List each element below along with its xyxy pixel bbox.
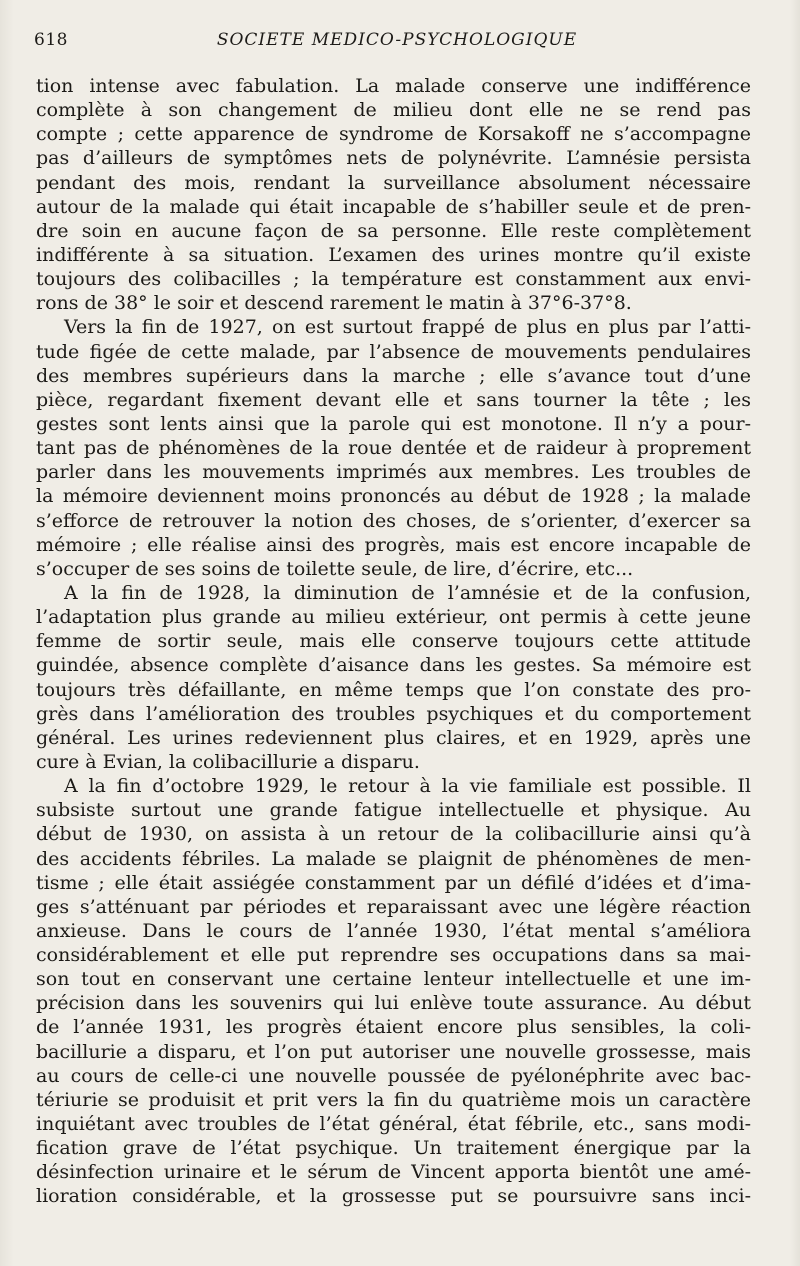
text-line: anxieuse. Dans le cours de l’année 1930, l’état mental s’améliora — [36, 919, 751, 942]
text-line: indifférente à sa situation. L’examen des urines montre qu’il existe — [36, 243, 751, 266]
text-line: toujours des colibacilles ; la température est constamment aux envi- — [36, 268, 751, 291]
text-line: parler dans les mouvements imprimés aux membres. Les troubles de — [36, 461, 751, 484]
text-line: tant pas de phénomènes de la roue dentée et de raideur à proprement — [36, 437, 751, 460]
text-line: inquiétant avec troubles de l’état général, état fébrile, etc., sans modi- — [36, 1113, 751, 1136]
paragraph-start-line: A la fin de 1928, la diminution de l’amnésie et de la confusion, — [64, 581, 751, 604]
running-title: SOCIETE MEDICO-PSYCHOLOGIQUE — [216, 30, 578, 50]
text-line: femme de sortir seule, mais elle conserve toujours cette attitude — [36, 630, 751, 653]
text-line: l’adaptation plus grande au milieu extérieur, ont permis à cette jeune — [36, 606, 751, 629]
text-line: dre soin en aucune façon de sa personne. Elle reste complètement — [36, 219, 751, 242]
text-line: son tout en conservant une certaine lenteur intellectuelle et une im- — [36, 968, 751, 991]
text-line: bacillurie a disparu, et l’on put autoriser une nouvelle grossesse, mais — [36, 1040, 751, 1063]
body-text — [36, 74, 751, 1209]
text-line: la mémoire deviennent moins prononcés au début de 1928 ; la malade — [36, 485, 751, 508]
text-line: s’occuper de ses soins de toilette seule, de lire, d’écrire, etc... — [36, 557, 634, 580]
text-line: tériurie se produisit et prit vers la fin du quatrième mois un caractère — [36, 1088, 751, 1111]
text-line: de l’année 1931, les progrès étaient encore plus sensibles, la coli- — [36, 1016, 751, 1039]
text-line: complète à son changement de milieu dont elle ne se rend pas — [36, 99, 751, 122]
page-number: 618 — [34, 30, 68, 50]
text-line: grès dans l’amélioration des troubles psychiques et du comportement — [36, 702, 751, 725]
text-line: compte ; cette apparence de syndrome de Korsakoff ne s’accompagne — [36, 123, 751, 146]
text-line: lioration considérable, et la grossesse put se poursuivre sans inci- — [36, 1185, 751, 1208]
text-line: pièce, regardant fixement devant elle et sans tourner la tête ; les — [36, 388, 751, 411]
text-line: considérablement et elle put reprendre ses occupations dans sa mai- — [36, 944, 751, 967]
text-line: s’efforce de retrouver la notion des choses, de s’orienter, d’exercer sa — [36, 509, 751, 532]
text-line: pas d’ailleurs de symptômes nets de polynévrite. L’amnésie persista — [36, 147, 751, 170]
text-line: ges s’atténuant par périodes et reparaissant avec une légère réaction — [36, 895, 751, 918]
text-line: gestes sont lents ainsi que la parole qui est monotone. Il n’y a pour- — [36, 412, 751, 435]
text-line: désinfection urinaire et le sérum de Vincent apporta bientôt une amé- — [36, 1161, 751, 1184]
text-line: pendant des mois, rendant la surveillance absolument nécessaire — [36, 171, 751, 194]
text-line: rons de 38° le soir et descend rarement le matin à 37°6-37°8. — [36, 292, 632, 315]
text-line: au cours de celle-ci une nouvelle poussée de pyélonéphrite avec bac- — [36, 1064, 751, 1087]
text-line: tude figée de cette malade, par l’absence de mouvements pendulaires — [36, 340, 751, 363]
text-line: toujours très défaillante, en même temps que l’on constate des pro- — [36, 678, 751, 701]
text-line: début de 1930, on assista à un retour de la colibacillurie ainsi qu’à — [36, 823, 751, 846]
page-header — [34, 30, 760, 58]
paragraph-start-line: Vers la fin de 1927, on est surtout frappé de plus en plus par l’atti- — [64, 316, 751, 339]
text-line: précision dans les souvenirs qui lui enlève toute assurance. Au début — [36, 992, 751, 1015]
text-line: des accidents fébriles. La malade se plaignit de phénomènes de men- — [36, 847, 751, 870]
text-line: fication grave de l’état psychique. Un traitement énergique par la — [36, 1137, 751, 1160]
text-line: des membres supérieurs dans la marche ; elle s’avance tout d’une — [36, 364, 751, 387]
text-line: cure à Evian, la colibacillurie a disparu. — [36, 750, 420, 773]
text-line: mémoire ; elle réalise ainsi des progrès, mais est encore incapable de — [36, 533, 751, 556]
paragraph-start-line: A la fin d’octobre 1929, le retour à la vie familiale est possible. Il — [64, 775, 751, 798]
text-line: subsiste surtout une grande fatigue intellectuelle et physique. Au — [36, 799, 751, 822]
text-line: général. Les urines redeviennent plus claires, et en 1929, après une — [36, 726, 751, 749]
text-line: autour de la malade qui était incapable de s’habiller seule et de pren- — [36, 195, 751, 218]
text-line: tisme ; elle était assiégée constamment par un défilé d’idées et d’ima- — [36, 871, 751, 894]
text-line: guindée, absence complète d’aisance dans les gestes. Sa mémoire est — [36, 654, 751, 677]
text-line: tion intense avec fabulation. La malade conserve une indifférence — [36, 75, 751, 97]
